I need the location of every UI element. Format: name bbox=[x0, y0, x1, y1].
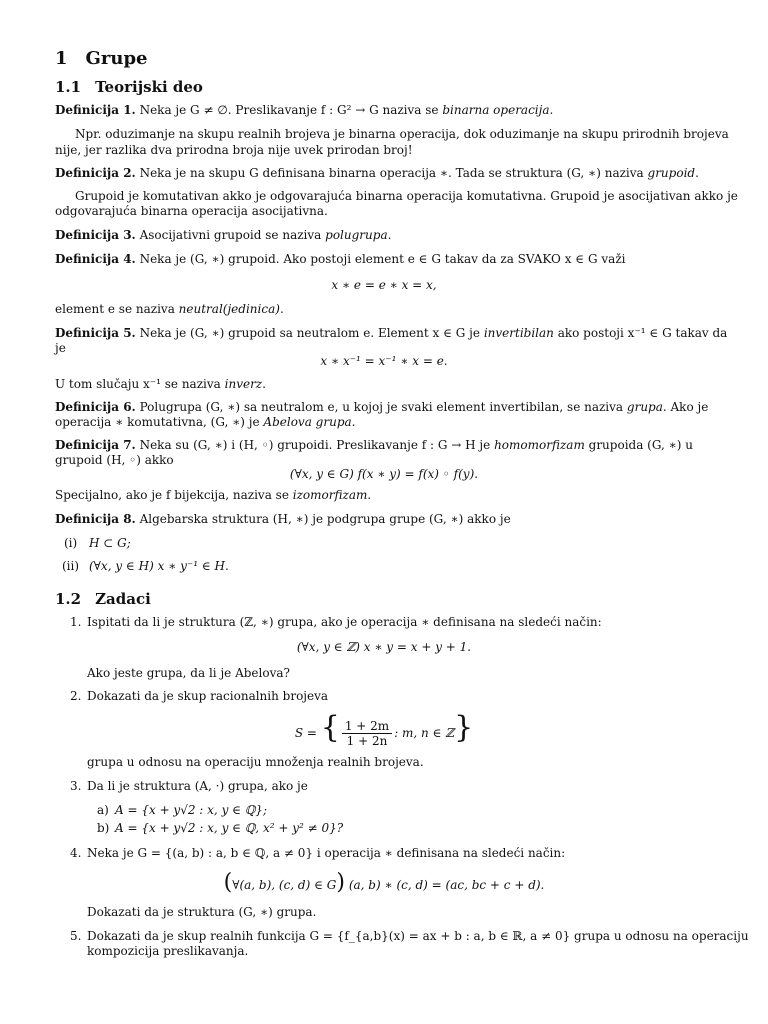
definition-text: Neka su (G, ∗) i (H, ◦) grupoidi. Preslikavanje f : G → H je bbox=[139, 438, 495, 452]
definition-text: Neka je (G, ∗) grupoid sa neutralom e. Element x ∈ G je bbox=[139, 326, 484, 340]
list-text: (∀x, y ∈ H) x ∗ y⁻¹ ∈ H. bbox=[89, 559, 229, 573]
definition-label: Definicija 2. bbox=[55, 166, 136, 180]
paragraph-line: Npr. oduzimanje na skupu realnih brojeva je binarna operacija, dok oduzimanje na skupu prirodnih brojeva bbox=[75, 127, 729, 141]
definition-continuation bbox=[55, 302, 284, 316]
definition-8 bbox=[55, 512, 511, 526]
fraction-denominator: 1 + 2n bbox=[346, 734, 388, 748]
definition-label: Definicija 6. bbox=[55, 400, 136, 414]
definition-3 bbox=[55, 228, 391, 242]
definition-end: . bbox=[695, 166, 699, 180]
exercise-text: Ispitati da li je struktura (ℤ, ∗) grupa, ako je operacija ∗ definisana na sledeći način: bbox=[87, 615, 602, 629]
definition-5 bbox=[55, 326, 727, 340]
definition-2 bbox=[55, 166, 699, 180]
text-segment: Specijalno, ako je f bijekcija, naziva se bbox=[55, 488, 293, 502]
paragraph-line: Grupoid je komutativan akko je odgovarajuća binarna operacija komutativna. Grupoid je asocijativan akko je bbox=[75, 189, 738, 203]
exercise-text: Neka je G = {(a, b) : a, b ∈ ℚ, a ≠ 0} i operacija ∗ definisana na sledeći način: bbox=[87, 846, 566, 860]
display-formula: (∀x, y ∈ G) f(x ∗ y) = f(x) ◦ f(y). bbox=[289, 467, 479, 481]
formula-quantifier: ∀(a, b), (c, d) ∈ G bbox=[232, 878, 337, 892]
exercise-3 bbox=[70, 779, 308, 793]
exercise-number: 4. bbox=[70, 846, 82, 860]
definition-text: ako postoji x⁻¹ ∈ G takav da bbox=[553, 326, 728, 340]
text-segment: element e se naziva bbox=[55, 302, 179, 316]
list-item bbox=[97, 821, 343, 835]
list-marker: b) bbox=[97, 821, 110, 835]
exercise-number: 5. bbox=[70, 929, 82, 943]
exercise-number: 3. bbox=[70, 779, 82, 793]
fraction bbox=[342, 719, 392, 748]
definition-label: Definicija 5. bbox=[55, 326, 136, 340]
definition-label: Definicija 8. bbox=[55, 512, 136, 526]
exercise-1 bbox=[70, 615, 602, 629]
exercise-text: grupa u odnosu na operaciju množenja realnih brojeva. bbox=[87, 755, 424, 769]
formula-lhs: S = bbox=[294, 726, 317, 740]
display-formula bbox=[0, 870, 768, 895]
definition-continuation bbox=[55, 488, 371, 502]
definition-text: . Ako je bbox=[662, 400, 709, 414]
definition-continuation bbox=[55, 415, 355, 429]
list-marker: a) bbox=[97, 803, 109, 817]
paragraph-line: grupoid (H, ◦) akko bbox=[55, 453, 174, 467]
subsection-heading bbox=[55, 590, 151, 608]
exercise-number: 1. bbox=[70, 615, 82, 629]
section-number: 1 bbox=[55, 48, 68, 69]
display-formula: (∀x, y ∈ ℤ) x ∗ y = x + y + 1. bbox=[296, 640, 472, 654]
subsection-number: 1.1 bbox=[55, 78, 82, 96]
display-formula bbox=[0, 710, 768, 748]
subsection-title: Teorijski deo bbox=[95, 78, 203, 96]
defined-term: grupoid bbox=[647, 166, 696, 180]
defined-term: izomorfizam bbox=[292, 488, 368, 502]
text-end: . bbox=[351, 415, 356, 429]
paragraph-line: nije, jer razlika dva prirodna broja nije uvek prirodan broj! bbox=[55, 143, 413, 157]
definition-end: . bbox=[549, 103, 554, 117]
definition-text: Algebarska struktura (H, ∗) je podgrupa grupe (G, ∗) akko je bbox=[139, 512, 511, 526]
defined-term: polugrupa bbox=[325, 228, 388, 242]
list-marker: (ii) bbox=[62, 559, 80, 573]
list-marker: (i) bbox=[64, 536, 78, 550]
exercise-text: Dokazati da je skup realnih funkcija G = {f_{a,b}(x) = ax + b : a, b ∈ ℝ, a ≠ 0} grupa u odnosu na operaciju bbox=[87, 929, 749, 943]
exercise-number: 2. bbox=[70, 689, 82, 703]
definition-text: Neka je na skupu G definisana binarna operacija ∗. Tada se struktura (G, ∗) naziva bbox=[139, 166, 648, 180]
paragraph-line: odgovarajuća binarna operacija asocijativna. bbox=[55, 204, 328, 218]
exercise-4 bbox=[70, 846, 565, 860]
defined-term: inverz bbox=[224, 377, 263, 391]
definition-6 bbox=[55, 400, 708, 414]
list-text: A = {x + y√2 : x, y ∈ ℚ}; bbox=[115, 803, 267, 817]
definition-label: Definicija 3. bbox=[55, 228, 136, 242]
definition-text: grupoida (G, ∗) u bbox=[584, 438, 694, 452]
exercise-text: Ako jeste grupa, da li je Abelova? bbox=[87, 666, 290, 680]
subsection-title: Zadaci bbox=[95, 590, 151, 608]
defined-term: neutral(jedinica) bbox=[178, 302, 280, 316]
left-brace: { bbox=[320, 710, 340, 745]
definition-1 bbox=[55, 103, 553, 117]
left-paren: ( bbox=[223, 870, 233, 895]
text-segment: operacija ∗ komutativna, (G, ∗) je bbox=[55, 415, 264, 429]
section-title: Grupe bbox=[85, 48, 148, 69]
text-end: . bbox=[262, 377, 266, 391]
formula-rhs: : m, n ∈ ℤ bbox=[394, 726, 455, 740]
subsection-heading bbox=[55, 78, 203, 96]
list-item bbox=[97, 803, 267, 817]
paragraph-line: je bbox=[55, 341, 66, 355]
exercise-text: Da li je struktura (A, ·) grupa, ako je bbox=[87, 779, 308, 793]
definition-4 bbox=[55, 252, 625, 266]
definition-text: Polugrupa (G, ∗) sa neutralom e, u kojoj je svaki element invertibilan, se naziva bbox=[139, 400, 627, 414]
defined-term: binarna operacija bbox=[442, 103, 550, 117]
exercise-text: Dokazati da je skup racionalnih brojeva bbox=[87, 689, 329, 703]
list-item bbox=[64, 536, 131, 550]
exercise-5 bbox=[70, 929, 749, 943]
definition-label: Definicija 1. bbox=[55, 103, 136, 117]
definition-end: . bbox=[387, 228, 392, 242]
fraction-numerator: 1 + 2m bbox=[342, 719, 392, 734]
exercise-text: Dokazati da je struktura (G, ∗) grupa. bbox=[87, 905, 317, 919]
defined-term: homomorfizam bbox=[494, 438, 585, 452]
definition-label: Definicija 7. bbox=[55, 438, 136, 452]
list-text: A = {x + y√2 : x, y ∈ ℚ, x² + y² ≠ 0}? bbox=[115, 821, 344, 835]
display-formula: x ∗ x⁻¹ = x⁻¹ ∗ x = e. bbox=[320, 354, 448, 368]
list-item bbox=[62, 559, 229, 573]
defined-term: invertibilan bbox=[483, 326, 554, 340]
list-text: H ⊂ G; bbox=[89, 536, 131, 550]
right-brace: } bbox=[454, 710, 474, 745]
defined-term: grupa bbox=[626, 400, 663, 414]
text-end: . bbox=[279, 302, 284, 316]
defined-term: Abelova grupa bbox=[263, 415, 352, 429]
definition-continuation bbox=[55, 377, 266, 391]
definition-text: Neka je G ≠ ∅. Preslikavanje f : G² → G naziva se bbox=[139, 103, 443, 117]
text-end: . bbox=[367, 488, 372, 502]
right-paren: ) bbox=[336, 870, 345, 895]
definition-label: Definicija 4. bbox=[55, 252, 136, 266]
section-heading bbox=[55, 48, 148, 69]
subsection-number: 1.2 bbox=[55, 590, 82, 608]
formula-body: (a, b) ∗ (c, d) = (ac, bc + c + d). bbox=[348, 878, 545, 892]
exercise-text: kompozicija preslikavanja. bbox=[87, 944, 249, 958]
text-segment: U tom slučaju x⁻¹ se naziva bbox=[55, 377, 225, 391]
definition-text: Neka je (G, ∗) grupoid. Ako postoji element e ∈ G takav da za SVAKO x ∈ G važi bbox=[139, 252, 626, 266]
exercise-2 bbox=[70, 689, 328, 703]
definition-7 bbox=[55, 438, 693, 452]
definition-text: Asocijativni grupoid se naziva bbox=[139, 228, 326, 242]
display-formula: x ∗ e = e ∗ x = x, bbox=[331, 278, 437, 292]
